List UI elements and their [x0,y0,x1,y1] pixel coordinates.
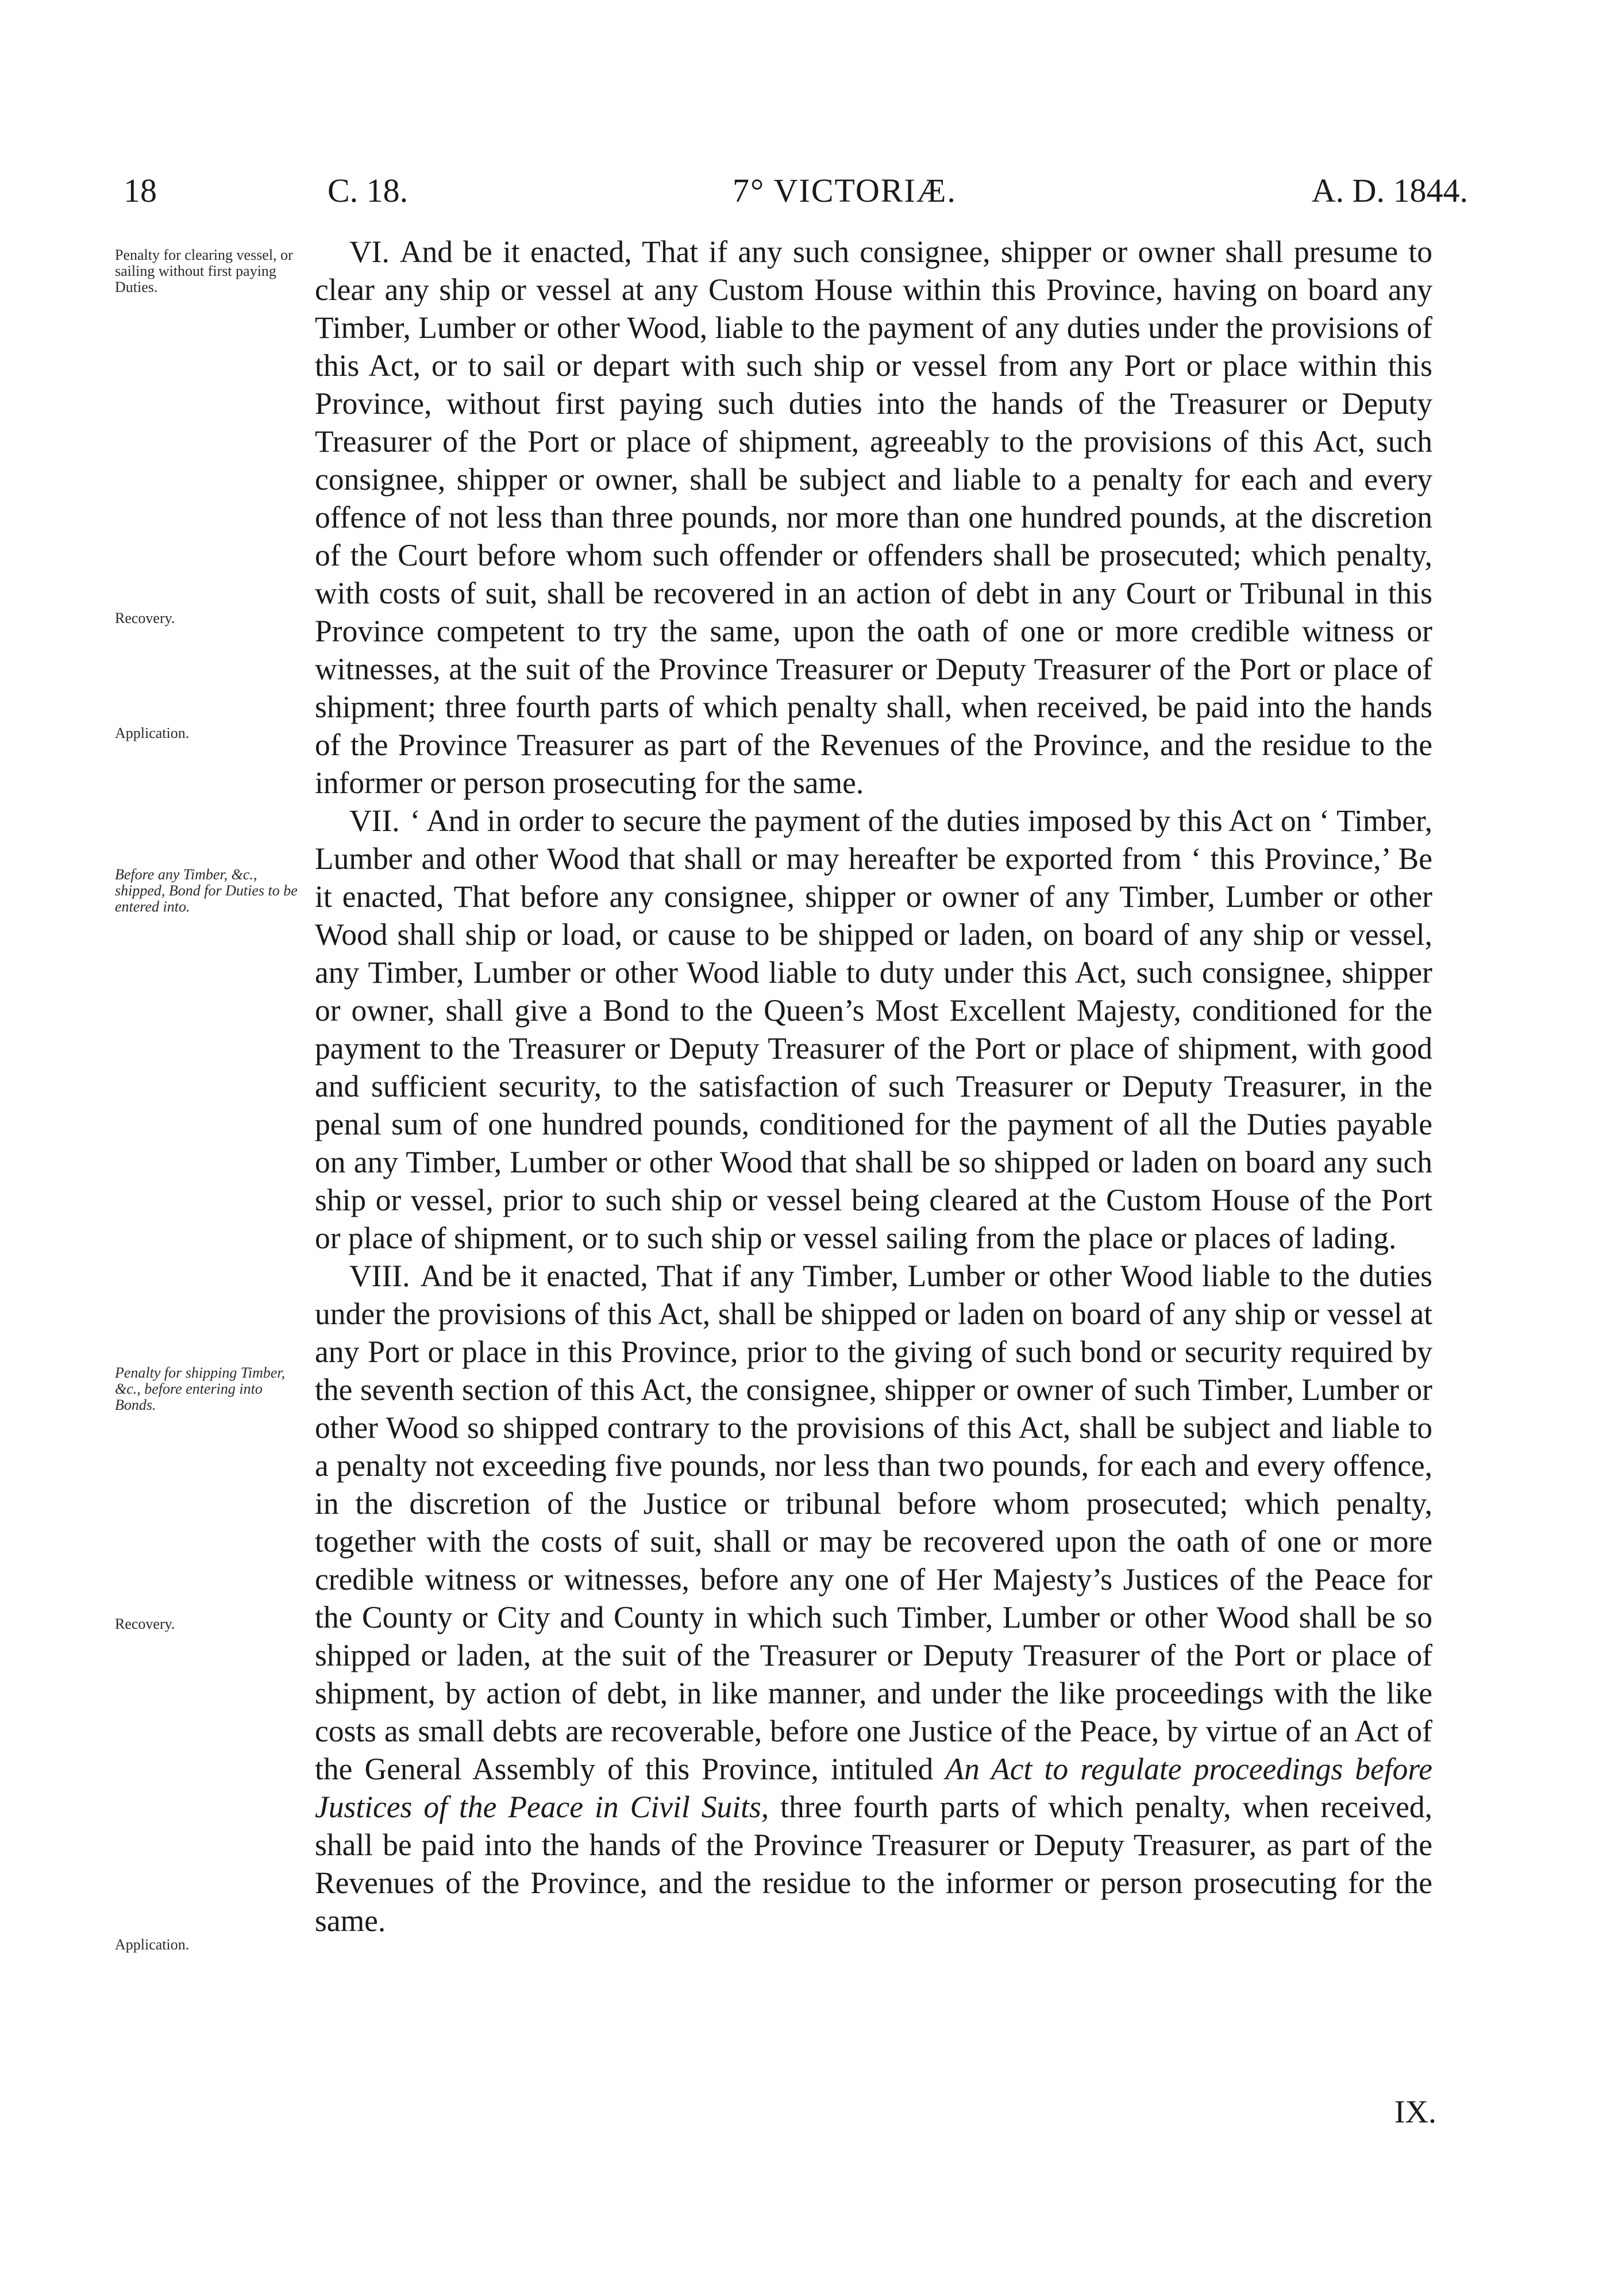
marginal-note-application-2: Application. [115,1936,190,1953]
section-paragraph [315,802,1432,1257]
marginal-note-recovery-2: Recovery. [115,1616,175,1632]
marginal-note-application: Application. [115,725,190,741]
section-number: VIII. [349,1259,410,1293]
marginal-note-bond-required: Before any Timber, &c., shipped, Bond for Duties to be entered into. [115,866,298,915]
catchword: IX. [1394,2094,1436,2130]
marginal-note-penalty-shipping: Penalty for shipping Timber, &c., before entering into Bonds. [115,1364,286,1413]
calendar-year: A. D. 1844. [1311,172,1468,209]
marginal-note-recovery: Recovery. [115,610,175,626]
section-text: And be it enacted, That if any such consignee, shipper or owner shall presume to clear any ship or vessel at any Custom House within this Province, having on board any Timber, Lumber or other Wood, liable to the payment of any duties under the provisions of this Act, or to sail or depart with such ship or vessel from any Port or place within this Province, without first paying such duties into the hands of the Treasurer or Deputy Treasurer of the Port or place of shipment, agreeably to the provisions of this Act, such consignee, shipper or owner, shall be subject and liable to a penalty for each and every offence of not less than three pounds, nor more than one hundred pounds, at the discretion of the Court before whom such offender or offenders shall be prosecuted; which penalty, with costs of suit, shall be recovered in an action of debt in any Court or Tribunal in this Province competent to try the same, upon the oath of one or more credible witness or witnesses, at the suit of the Province Treasurer or Deputy Treasurer of the Port or place of shipment; three fourth parts of which penalty shall, when received, be paid into the hands of the Province Treasurer as part of the Revenues of the Province, and the residue to the informer or person prosecuting for the same. [315,234,1432,800]
section-number: VI. [349,234,390,269]
section-number: VII. [349,803,400,838]
section-paragraph [315,1257,1432,1940]
statute-body [315,233,1432,1940]
section-text: ‘ And in order to secure the payment of the duties imposed by this Act on ‘ Timber, Lumber and other Wood that shall or may hereafter be exported from ‘ this Province,’ Be it enacted, That before any consignee, shipper or owner of any Timber, Lumber or other Wood shall ship or load, or cause to be shipped or laden, on board of any ship or vessel, any Timber, Lumber or other Wood liable to duty under this Act, such consignee, shipper or owner, shall give a Bond to the Queen’s Most Excellent Majesty, conditioned for the payment to the Treasurer or Deputy Treasurer of the Port or place of shipment, with good and sufficient security, to the satisfaction of such Treasurer or Deputy Treasurer, in the penal sum of one hundred pounds, conditioned for the payment of all the Duties payable on any Timber, Lumber or other Wood that shall be so shipped or laden on board any such ship or vessel, prior to such ship or vessel being cleared at the Custom House of the Port or place of shipment, or to such ship or vessel sailing from the place or places of lading. [315,803,1432,1255]
chapter-number: C. 18. [328,172,409,209]
page-number: 18 [124,172,157,209]
section-paragraph [315,233,1432,802]
section-text: And be it enacted, That if any Timber, Lumber or other Wood liable to the duties under the provisions of this Act, shall be shipped or laden on board of any ship or vessel at any Port or place in this Province, prior to the giving of such bond or security required by the seventh section of this Act, the consignee, shipper or owner of such Timber, Lumber or other Wood so shipped contrary to the provisions of this Act, shall be subject and liable to a penalty not exceeding five pounds, nor less than two pounds, for each and every offence, in the discretion of the Justice or tribunal before whom prosecuted; which penalty, together with the costs of suit, shall or may be recovered upon the oath of one or more credible witness or witnesses, before any one of Her Majesty’s Justices of the Peace for the County or City and County in which such Timber, Lumber or other Wood shall be so shipped or laden, at the suit of the Treasurer or Deputy Treasurer of the Port or place of shipment, by action of debt, in like manner, and under the like proceedings with the like costs as small debts are recoverable, before one Justice of the Peace, by virtue of an Act of the General Assembly of this Province, intituled [315,1259,1432,1786]
running-header [124,168,1468,214]
marginal-note-penalty-clearing: Penalty for clearing vessel, or sailing without first paying Duties. [115,247,293,295]
act-title: An Act to regulate proceedings before Justices of the Peace in Civil Suits, [315,1752,1432,1824]
regnal-year: 7° VICTORIÆ. [733,172,957,209]
section-text-continued: three fourth parts of which penalty, when received, shall be paid into the hands of the Province Treasurer or Deputy Treasurer, as part of the Revenues of the Province, and the residue to the informer or person prosecuting for the same. [315,1790,1433,1938]
